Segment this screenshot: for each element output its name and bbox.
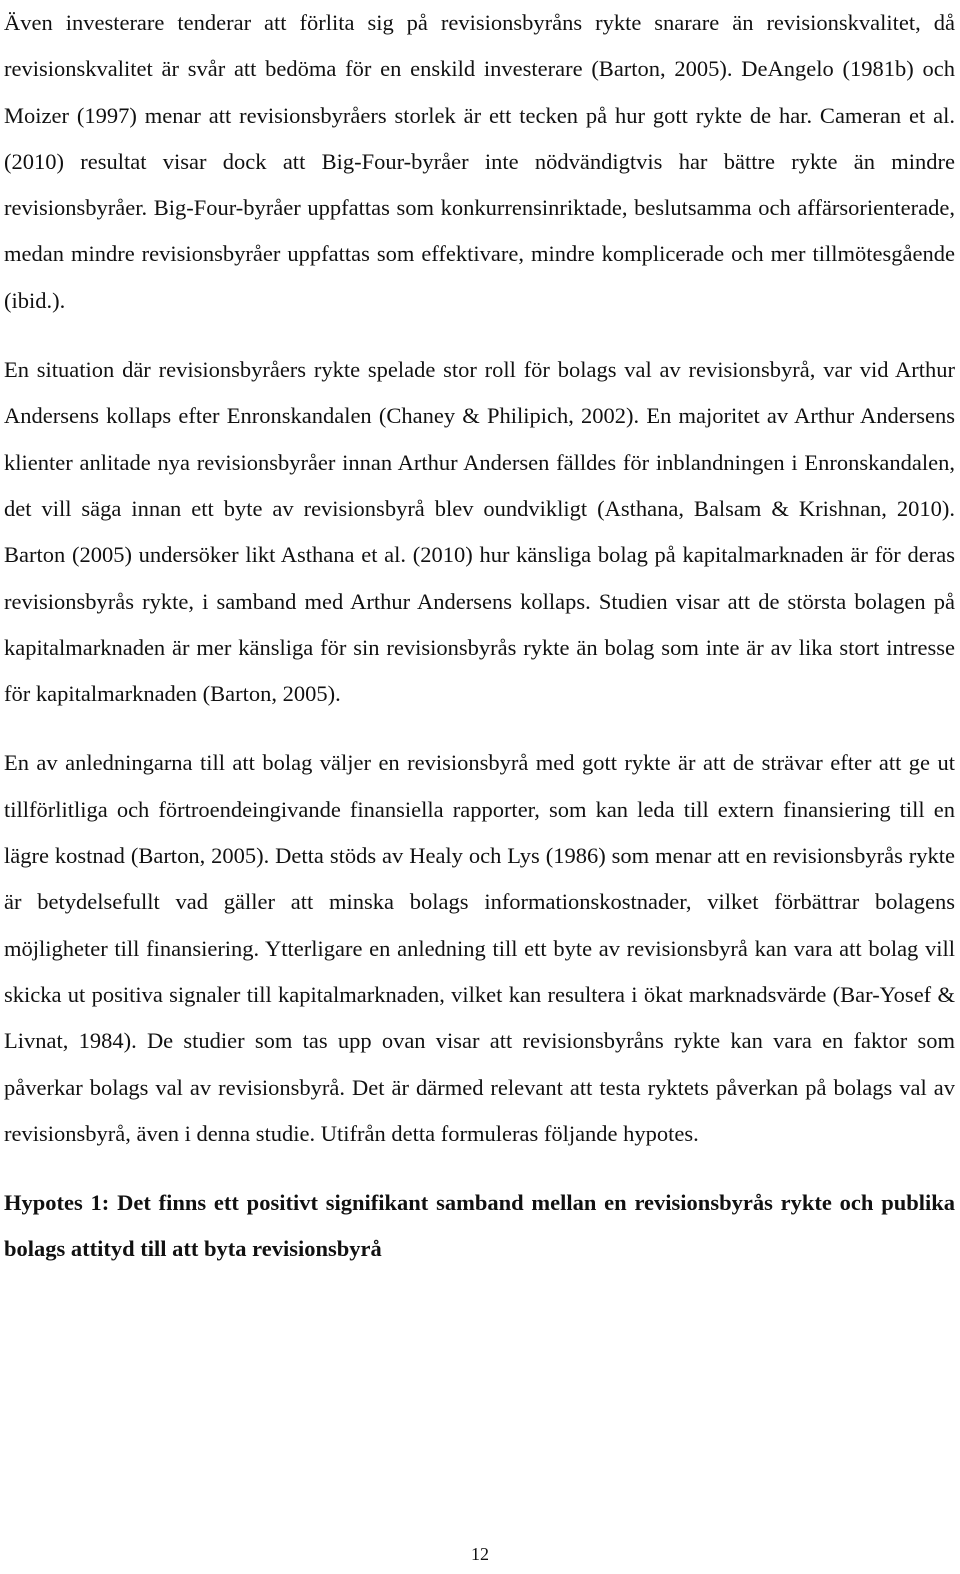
body-paragraph-1: Även investerare tenderar att förlita sig på revisionsbyråns rykte snarare än revisionskvalitet, då revisionskvalitet är svår att bedöma för en enskild investerare (Barton, 2005). DeAngelo (1981b) och Moizer (1997) menar att revisionsbyråers storlek är ett tecken på hur gott rykte de har. Cameran et al. (2010) resultat visar dock att Big-Four-byråer inte nödvändigtvis har bättre rykte än mindre revisionsbyråer. Big-Four-byråer uppfattas som konkurrensinriktade, beslutsamma och affärsorienterade, medan mindre revisionsbyråer uppfattas som effektivare, mindre komplicerade och mer tillmötesgående (ibid.). [4,10,955,313]
body-paragraph-2: En situation där revisionsbyråers rykte spelade stor roll för bolags val av revisionsbyrå, var vid Arthur Andersens kollaps efter Enronskandalen (Chaney & Philipich, 2002). En majoritet av Arthur Andersens klienter anlitade nya revisionsbyråer innan Arthur Andersen fälldes för inblandningen i Enronskandalen, det vill säga innan ett byte av revisionsbyrå blev oundvikligt (Asthana, Balsam & Krishnan, 2010). Barton (2005) undersöker likt Asthana et al. (2010) hur känsliga bolag på kapitalmarknaden är för deras revisionsbyrås rykte, i samband med Arthur Andersens kollaps. Studien visar att de största bolagen på kapitalmarknaden är mer känsliga för sin revisionsbyrås rykte än bolag som inte är av lika stort intresse för kapitalmarknaden (Barton, 2005). [4,357,955,707]
hypothesis-statement: Hypotes 1: Det finns ett positivt signifikant samband mellan en revisionsbyrås rykte och publika bolags attityd till att byta revisionsbyrå [4,1190,955,1262]
page-number: 12 [471,1544,489,1564]
body-paragraph-3: En av anledningarna till att bolag väljer en revisionsbyrå med gott rykte är att de strävar efter att ge ut tillförlitliga och förtroendeingivande finansiella rapporter, som kan leda till extern finansiering till en lägre kostnad (Barton, 2005). Detta stöds av Healy och Lys (1986) som menar att en revisionsbyrås rykte är betydelsefullt vad gäller att minska bolags informationskostnader, vilket förbättrar bolagens möjligheter till finansiering. Ytterligare en anledning till ett byte av revisionsbyrå kan vara att bolag vill skicka ut positiva signaler till kapitalmarknaden, vilket kan resultera i ökat marknadsvärde (Bar-Yosef & Livnat, 1984). De studier som tas upp ovan visar att revisionsbyråns rykte kan vara en faktor som påverkar bolags val av revisionsbyrå. Det är därmed relevant att testa ryktets påverkan på bolags val av revisionsbyrå, även i denna studie. Utifrån detta formuleras följande hypotes. [4,750,955,1146]
document-page [4,0,955,1273]
